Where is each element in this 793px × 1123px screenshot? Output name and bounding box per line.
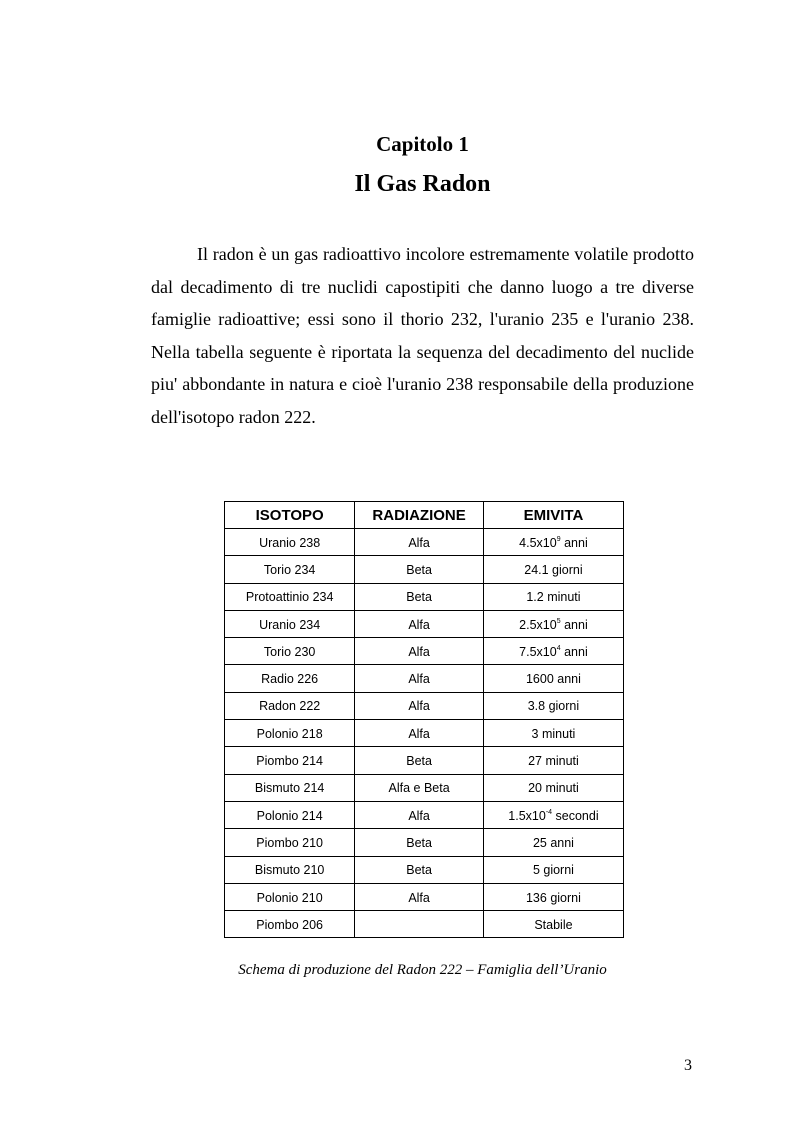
chapter-title: Il Gas Radon <box>354 171 491 197</box>
half-life-value: 20 minuti <box>528 781 579 796</box>
isotope-cell: Piombo 210 <box>225 829 355 856</box>
radiation-cell: Alfa <box>355 529 484 556</box>
half-life-value: Stabile <box>534 917 573 932</box>
half-life-value: 3 minuti <box>531 726 576 741</box>
table-row <box>225 583 624 610</box>
half-life-cell <box>483 883 623 910</box>
half-life-unit: anni <box>560 644 588 659</box>
radiation-cell <box>355 911 484 938</box>
isotope-cell: Polonio 218 <box>225 720 355 747</box>
half-life-value: 5 giorni <box>532 863 574 878</box>
radiation-cell: Alfa <box>355 610 484 637</box>
half-life-cell <box>483 583 623 610</box>
radiation-cell: Beta <box>355 829 484 856</box>
isotope-cell: Polonio 210 <box>225 883 355 910</box>
table-row <box>225 829 624 856</box>
table-row <box>225 692 624 719</box>
decay-table <box>224 501 624 938</box>
half-life-cell <box>483 665 623 692</box>
table-caption: Schema di produzione del Radon 222 – Famiglia dell’Uranio <box>238 962 607 978</box>
intro-paragraph <box>151 238 694 434</box>
half-life-value: 136 giorni <box>525 890 581 905</box>
radiation-cell: Alfa <box>355 692 484 719</box>
half-life-cell <box>483 856 623 883</box>
table-row <box>225 856 624 883</box>
radiation-cell: Alfa <box>355 638 484 665</box>
table-row <box>225 911 624 938</box>
half-life-cell <box>483 801 623 828</box>
radiation-cell: Beta <box>355 556 484 583</box>
half-life-value: 24.1 giorni <box>524 562 583 577</box>
half-life-value: 7.5x10 <box>519 644 557 659</box>
table-row <box>225 529 624 556</box>
isotope-cell: Uranio 234 <box>225 610 355 637</box>
half-life-cell <box>483 638 623 665</box>
table-row <box>225 883 624 910</box>
table-row <box>225 801 624 828</box>
half-life-exponent: 5 <box>556 617 561 625</box>
half-life-value: 2.5x10 <box>519 617 557 632</box>
half-life-exponent: 9 <box>556 535 561 543</box>
isotope-cell: Radio 226 <box>225 665 355 692</box>
half-life-value: 1600 anni <box>525 672 581 687</box>
isotope-cell: Bismuto 214 <box>225 774 355 801</box>
isotope-cell: Torio 230 <box>225 638 355 665</box>
half-life-value: 1.5x10 <box>508 808 546 823</box>
table-row <box>225 774 624 801</box>
half-life-unit: anni <box>560 617 588 632</box>
half-life-value: 25 anni <box>532 835 574 850</box>
isotope-cell: Bismuto 210 <box>225 856 355 883</box>
half-life-unit: anni <box>560 535 588 550</box>
table-row <box>225 638 624 665</box>
isotope-cell: Torio 234 <box>225 556 355 583</box>
half-life-exponent: 4 <box>556 644 561 652</box>
radiation-cell: Alfa <box>355 801 484 828</box>
half-life-value: 4.5x10 <box>519 535 557 550</box>
half-life-cell <box>483 556 623 583</box>
radiation-cell: Beta <box>355 583 484 610</box>
radiation-cell: Alfa e Beta <box>355 774 484 801</box>
table-header-row <box>225 502 624 529</box>
half-life-cell <box>483 610 623 637</box>
isotope-cell: Piombo 214 <box>225 747 355 774</box>
table-body <box>225 529 624 938</box>
half-life-cell <box>483 774 623 801</box>
radiation-cell: Alfa <box>355 665 484 692</box>
paragraph-text: Il radon è un gas radioattivo incolore estremamente volatile prodotto dal decadimento di tre nuclidi capostipiti che danno luogo a tre diverse famiglie radioattive; essi sono il thorio 232, l'uranio 235 e l'uranio 238. Nella tabella seguente è riportata la sequenza del decadimento del nuclide piu' abbondante in natura e cioè l'uranio 238 responsabile della produzione dell'isotopo radon 222. <box>151 244 694 427</box>
chapter-label: Capitolo 1 <box>376 132 469 156</box>
table-row <box>225 665 624 692</box>
table-row <box>225 747 624 774</box>
isotope-cell: Polonio 214 <box>225 801 355 828</box>
radiation-cell: Beta <box>355 747 484 774</box>
half-life-cell <box>483 911 623 938</box>
table-row <box>225 556 624 583</box>
table-row <box>225 720 624 747</box>
half-life-cell <box>483 829 623 856</box>
header-radiation: RADIAZIONE <box>355 502 484 529</box>
isotope-cell: Uranio 238 <box>225 529 355 556</box>
half-life-cell <box>483 529 623 556</box>
half-life-cell <box>483 720 623 747</box>
half-life-value: 1.2 minuti <box>526 590 581 605</box>
isotope-cell: Protoattinio 234 <box>225 583 355 610</box>
half-life-exponent: -4 <box>545 808 553 816</box>
table-row <box>225 610 624 637</box>
header-half-life: EMIVITA <box>483 502 623 529</box>
isotope-cell: Piombo 206 <box>225 911 355 938</box>
half-life-value: 27 minuti <box>528 754 579 769</box>
half-life-value: 3.8 giorni <box>527 699 580 714</box>
half-life-unit: secondi <box>552 808 599 823</box>
half-life-cell <box>483 747 623 774</box>
radiation-cell: Alfa <box>355 720 484 747</box>
radiation-cell: Alfa <box>355 883 484 910</box>
half-life-cell <box>483 692 623 719</box>
radiation-cell: Beta <box>355 856 484 883</box>
page-number: 3 <box>684 1057 692 1074</box>
header-isotope: ISOTOPO <box>225 502 355 529</box>
isotope-cell: Radon 222 <box>225 692 355 719</box>
